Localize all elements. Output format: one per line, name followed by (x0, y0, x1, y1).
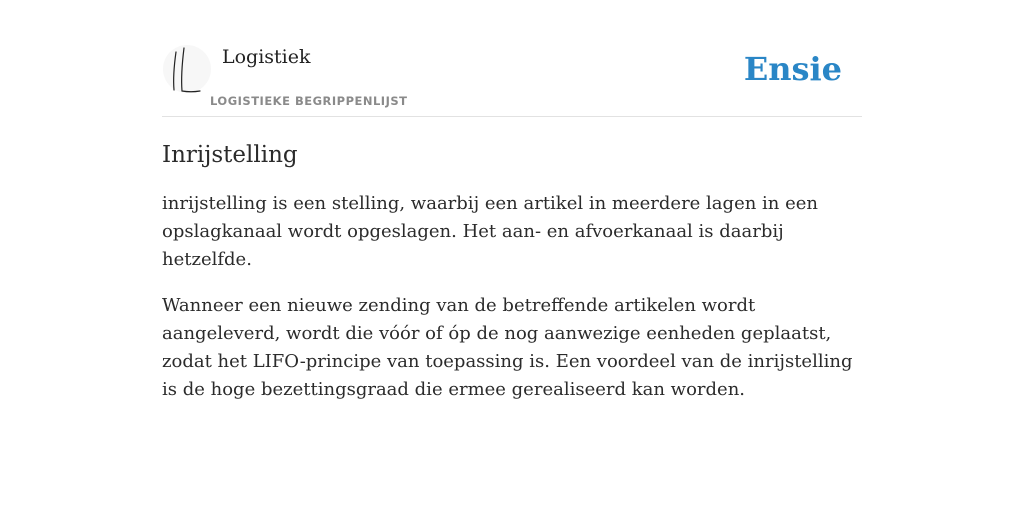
article (162, 138, 862, 422)
site-title-link[interactable]: Logistiek (222, 46, 311, 68)
header (162, 40, 862, 117)
term-title: Inrijstelling (162, 142, 298, 168)
site-subtitle: LOGISTIEKE BEGRIPPENLIJST (210, 94, 408, 108)
definition-paragraph: inrijstelling is een stelling, waarbij een artikel in meerdere lagen in een opslagkanaal wordt opgeslagen. Het aan- en afvoerkanaal is daarbij hetzelfde. (162, 193, 818, 270)
explanation-paragraph: Wanneer een nieuwe zending van de betreffende artikelen wordt aangeleverd, wordt die vóór of óp de nog aanwezige eenheden geplaatst, zodat het LIFO-principe van toepassing is. Een voordeel van de inrijstelling is de hoge bezettingsgraad die ermee gerealiseerd kan worden. (162, 295, 853, 400)
brand-logo-link[interactable]: Ensie (743, 50, 842, 88)
handwritten-logo-icon[interactable] (162, 44, 212, 94)
